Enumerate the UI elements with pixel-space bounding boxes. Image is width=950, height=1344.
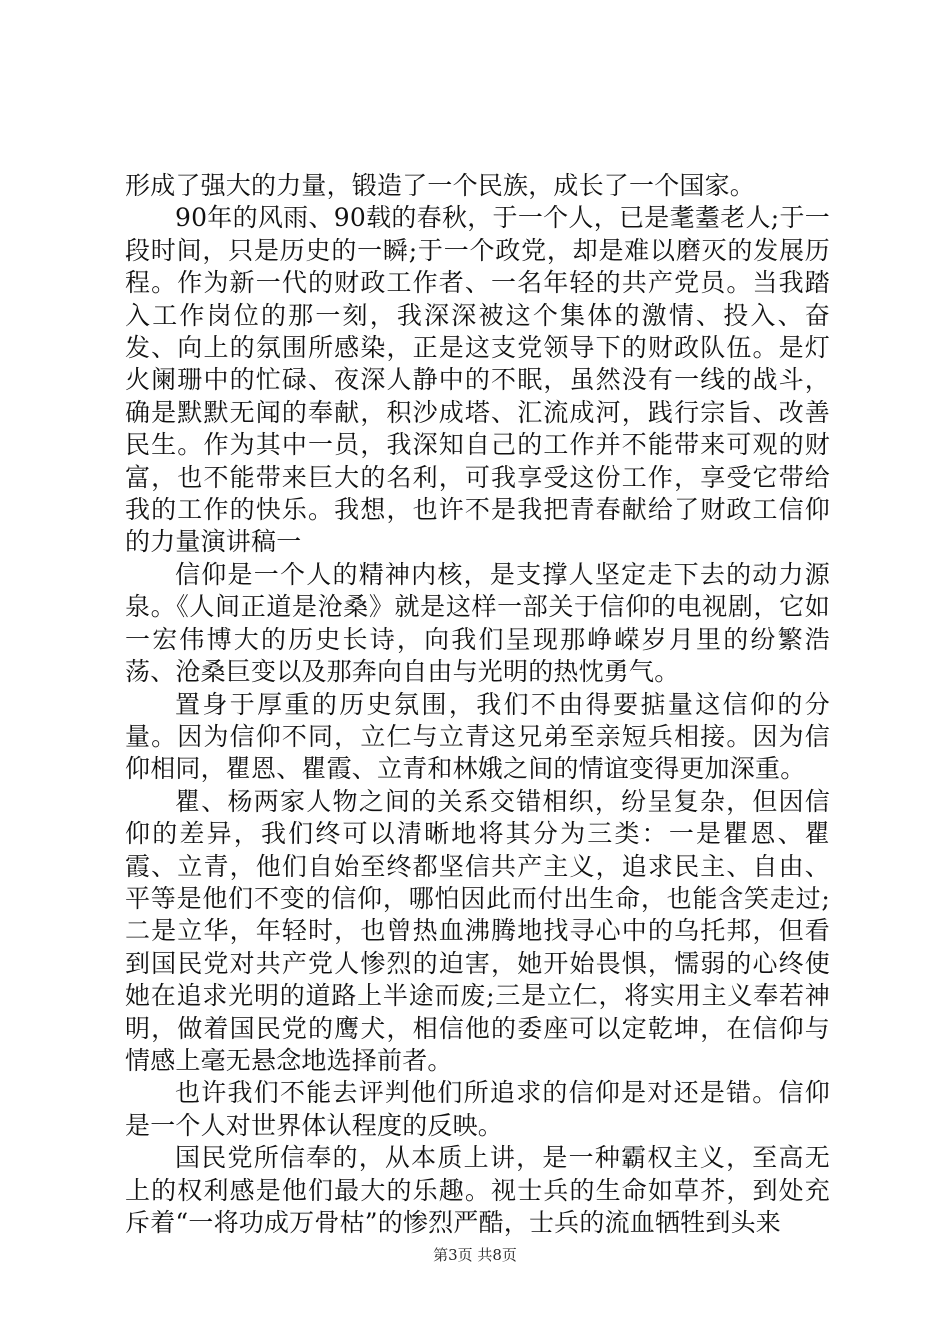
document-body xyxy=(125,170,830,1239)
paragraph: 信仰是一个人的精神内核，是支撑人坚定走下去的动力源泉。《人间正道是沧桑》就是这样一部关于信仰的电视剧，它如一宏伟博大的历史长诗，向我们呈现那峥嵘岁月里的纷繁浩荡、沧桑巨变以及那奔向自由与光明的热忱勇气。 xyxy=(125,559,830,687)
paragraph-continued: 形成了强大的力量，锻造了一个民族，成长了一个国家。 xyxy=(125,171,756,200)
paragraph: 国民党所信奉的，从本质上讲，是一种霸权主义，至高无上的权利感是他们最大的乐趣。视士兵的生命如草芥，到处充斥着“一将功成万骨枯”的惨烈严酷，士兵的流血牺牲到头来 xyxy=(125,1143,830,1237)
paragraph: 90年的风雨、90载的春秋，于一个人，已是耄耋老人;于一段时间，只是历史的一瞬;于一个政党，却是难以磨灭的发展历程。作为新一代的财政工作者、一名年轻的共产党员。当我踏入工作岗位的那一刻，我深深被这个集体的激情、投入、奋发、向上的氛围所感染，正是这支党领导下的财政队伍。是灯火阑珊中的忙碌、夜深人静中的不眠，虽然没有一线的战斗，确是默默无闻的奉献，积沙成塔、汇流成河，践行宗旨、改善民生。作为其中一员，我深知自己的工作并不能带来可观的财富，也不能带来巨大的名利，可我享受这份工作，享受它带给我的工作的快乐。我想，也许不是我把青春献给了财政工信仰的力量演讲稿一 xyxy=(125,203,830,557)
page-footer xyxy=(0,1245,950,1265)
page-number: 第3页 共8页 xyxy=(433,1246,517,1264)
paragraph: 瞿、杨两家人物之间的关系交错相织，纷呈复杂，但因信仰的差异，我们终可以清晰地将其分为三类：一是瞿恩、瞿霞、立青，他们自始至终都坚信共产主义，追求民主、自由、平等是他们不变的信仰，哪怕因此而付出生命，也能含笑走过;二是立华，年轻时，也曾热血沸腾地找寻心中的乌托邦，但看到国民党对共产党人惨烈的迫害，她开始畏惧，懦弱的心终使她在追求光明的道路上半途而废;三是立仁，将实用主义奉若神明，做着国民党的鹰犬，相信他的委座可以定乾坤，在信仰与情感上毫无悬念地选择前者。 xyxy=(125,786,830,1075)
paragraph: 也许我们不能去评判他们所追求的信仰是对还是错。信仰是一个人对世界体认程度的反映。 xyxy=(125,1078,830,1140)
paragraph: 置身于厚重的历史氛围，我们不由得要掂量这信仰的分量。因为信仰不同，立仁与立青这兄弟至亲短兵相接。因为信仰相同，瞿恩、瞿霞、立青和林娥之间的情谊变得更加深重。 xyxy=(125,689,830,784)
